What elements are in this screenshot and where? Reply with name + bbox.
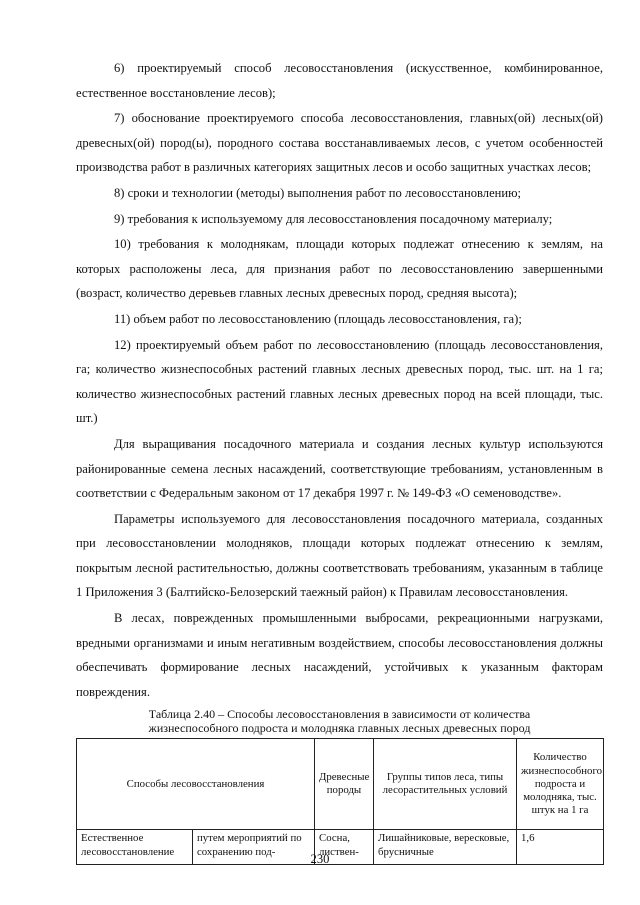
cell-submethod: путем мероприятий по сохранению под- bbox=[193, 830, 315, 865]
paragraph-item-10: 10) требования к молоднякам, площади которых подлежат отнесению к землям, на которых расположены леса, для признания работ по лесовосстановлению завершенными (возраст, количество деревьев главных лесных древесных пород, средняя высота); bbox=[76, 237, 603, 301]
paragraph-parameters: Параметры используемого для лесовосстановления посадочного материала, созданных при лесовосстановлении молодняков, площади которых подлежат отнесению к землям, покрытым лесной растительностью, должны соответствовать требованиям, указанным в таблице 1 Приложения 3 (Балтийско-Белозерский таежный район) к Правилам лесовосстановления. bbox=[76, 511, 603, 600]
header-groups: Группы типов леса, типы лесорастительных условий bbox=[374, 739, 517, 830]
document-page bbox=[76, 56, 603, 865]
paragraph-item-12: 12) проектируемый объем работ по лесовосстановлению (площадь лесовосстановления, га; количество жизнеспособных растений главных лесных древесных пород, тыс. шт. на 1 га; количество жизнеспособных растений главных лесных древесных пород на всей площади, тыс. шт.) bbox=[76, 337, 603, 426]
reforestation-methods-table bbox=[76, 738, 604, 865]
table-caption: Таблица 2.40 – Способы лесовосстановления в зависимости от количества жизнеспособного подроста и молодняка главных лесных древесных пород bbox=[148, 707, 531, 735]
header-quantity: Количество жизнеспособного подроста и молодняка, тыс. штук на 1 га bbox=[517, 739, 604, 830]
paragraph-item-9: 9) требования к используемому для лесовосстановления посадочному материалу; bbox=[114, 211, 553, 226]
paragraph-item-8: 8) сроки и технологии (методы) выполнения работ по лесовосстановлению; bbox=[114, 185, 522, 200]
paragraph-damaged-forests: В лесах, поврежденных промышленными выбросами, рекреационными нагрузками, вредными организмами и иным негативным воздействием, способы лесовосстановления должны обеспечивать формирование лесных насаждений, устойчивых к указанным факторам повреждения. bbox=[76, 611, 603, 699]
cell-species: Сосна, листвен- bbox=[315, 830, 374, 865]
paragraph-item-11: 11) объем работ по лесовосстановлению (площадь лесовосстановления, га); bbox=[114, 311, 522, 326]
header-method: Способы лесовосстановления bbox=[77, 739, 315, 830]
paragraph-item-6: 6) проектируемый способ лесовосстановления (искусственное, комбинированное, естественное восстановление лесов); bbox=[76, 61, 603, 100]
cell-groups: Лишайниковые, вересковые, брусничные bbox=[374, 830, 517, 865]
header-species: Древесные породы bbox=[315, 739, 374, 830]
page-number: 230 bbox=[310, 852, 330, 866]
cell-method: Естественное лесовосстановление bbox=[77, 830, 193, 865]
paragraph-seeds: Для выращивания посадочного материала и создания лесных культур используются районированные семена лесных насаждений, соответствующие требованиям, установленным в соответствии с Федеральным законом от 17 декабря 1997 г. № 149-ФЗ «О семеноводстве». bbox=[76, 436, 603, 501]
table-header-row bbox=[77, 739, 604, 830]
cell-quantity: 1,6 bbox=[517, 830, 604, 865]
paragraph-item-7: 7) обоснование проектируемого способа лесовосстановления, главных(ой) лесных(ой) древесных(ой) пород(ы), породного состава восстанавливаемых лесов, с учетом особенностей производства работ в различных категориях защитных лесов и особо защитных участках лесов; bbox=[76, 111, 603, 175]
